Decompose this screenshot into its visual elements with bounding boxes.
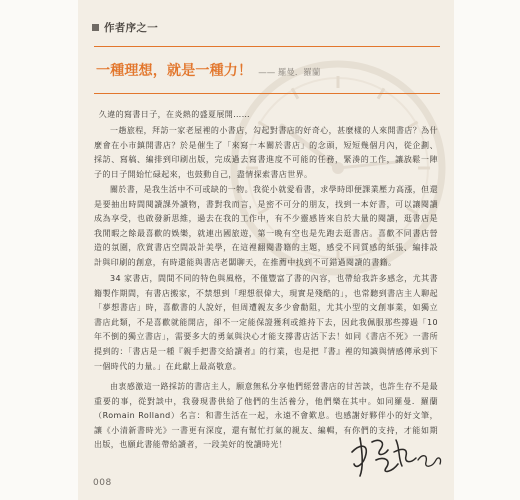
title-row [96, 60, 320, 80]
section-header [92, 20, 158, 35]
page-number: 008 [93, 478, 112, 488]
paragraph-5: 由衷感激這一路採訪的書店主人，願意無私分享他們經營書店的甘苦談，也許生存不是最重要的事，從對談中，我發現書供給了他們的生活養分，他們樂在其中。如同羅曼．羅蘭（Romain Rolland）名言：和書生活在一起，永遠不會歎息。也感謝好夥伴小的好文筆，讓《小清新書時光》一書更有深度，還有幫忙打氣的親友、編輯，有你們的支持，才能如期出版，也願此書能帶給讀者，一段美好的悅讀時光！ [94, 382, 438, 450]
paragraph-2: 一趟旅程，拜訪一家老屋裡的小書店，勾起對書店的好奇心，甚麼樣的人來開書店？為什麼會在小市鎮開書店？於是催生了「來寫一本關於書店」的念頭，短短幾個月內，從企劃、採訪、寫稿、編排到印刷出版，完成過去寫書進度不可能的任務，緊湊的工作，讓放鬆一陣子的日子開始忙碌起來，也鼓動自己，盡情探索書店世界。 [94, 126, 438, 179]
title-rule-bottom [94, 93, 440, 94]
title-attribution: —— 羅曼．羅蘭 [258, 68, 321, 78]
title-rule-top [94, 46, 440, 47]
paragraph-1: 久違的寫書日子，在炎熱的盛夏展開…… [98, 110, 250, 119]
title-quote: 一種理想，就是一種力！ [96, 63, 253, 79]
paragraph-4: 34 家書店，間間不同的特色與風格，不僅豐富了書的內容，也帶給我許多感念，尤其書籍製作期間，有書店搬家，不禁想到「理想很偉大，現實是殘酷的」，也常聽到書店主人聊起「夢想書店」時，喜歡書的人說好，但周遭親友多少會勸阻，尤其小型的文創事業，如獨立書店此類，不是喜歡就能開店，卻不一定能保證獲利或維持下去，因此我佩服那些撐過「10 年不倒的獨立書店」，需要多大的勇氣與決心才能支撐書店活下去！如同《書店不死》一書所提到的：「書店是一種『親手把書交給讀者』的行業，也是把『書』裡的知識與情感傳承到下一個時代的力量。」在此獻上最高敬意。 [94, 274, 438, 371]
book-page [78, 0, 454, 500]
handwritten-signature [346, 430, 446, 480]
square-bullet-icon [92, 24, 99, 31]
section-label: 作者序之一 [104, 22, 158, 34]
paragraph-3: 關於書，是我生活中不可或缺的一物。我從小就愛看書，求學時即便課業壓力高漲，但還是要抽出時間閱讀課外讀物，書對我而言，是密不可分的朋友，找到一本好書，可以讓閱讀成為享受，也啟發新思維，過去在我的工作中，有不少靈感皆來自於大量的閱讀，逛書店是我閒暇之餘最喜歡的娛樂，就連出國旅遊，第一晚有空也是先跑去逛書店。喜歡不同書店營造的氛圍，欣賞書店空間設計美學，在這裡翻閱書籍的主題，感受不同質感的紙張、編排設計與印刷的創意，有時還能與書店老闆聊天，在推薦中找到不可錯過閱讀的書籍。 [94, 185, 438, 267]
